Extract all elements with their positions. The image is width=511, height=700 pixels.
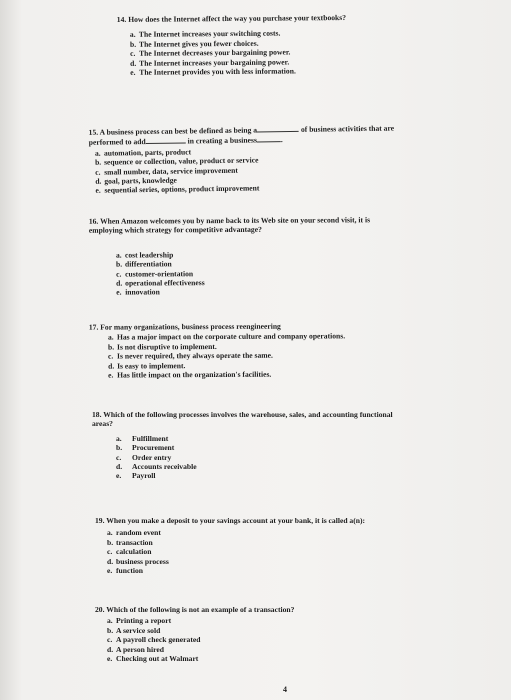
question-number: 16. — [88, 216, 99, 226]
answer-option-e: e. sequential series, options, product improvement — [95, 183, 260, 196]
answer-option-e: e. function — [107, 566, 144, 576]
answer-option-e: e. The Internet provides you with less information. — [130, 66, 296, 77]
answer-option-d: d. Is easy to implement. — [108, 360, 186, 371]
question-number: 19. — [95, 516, 105, 525]
fill-in-blank — [257, 124, 299, 133]
answer-option-c: c. Is never required, they always operate the same. — [108, 350, 273, 361]
answer-option-b: b. Is not disruptive to implement. — [107, 341, 217, 352]
page-number: 4 — [283, 685, 287, 694]
question-15: 15. A business process can best be defined as being a of business activities that are performed to add in creating a business . a. automation, parts, product b. sequence or collection, value, product or service c. small number, data, service improvement d. goal, parts, knowledge e. sequential series, options, product improvement — [89, 121, 495, 195]
question-number: 17. — [88, 322, 99, 332]
answer-option-a: a. random event — [107, 528, 161, 538]
answer-option-a: a. Printing a report — [107, 616, 172, 626]
question-stem: 16. When Amazon welcomes you by name back to its Web site on your second visit, it is — [88, 215, 371, 226]
answer-option-b: b. Procurement — [116, 443, 175, 453]
question-stem — [117, 13, 346, 24]
question-18: 18. Which of the following processes involves the warehouse, sales, and accounting functional areas? a. Fulfillment b. Procurement c. Order entry d. Accounts receivable e. Payroll — [92, 410, 393, 481]
answer-option-c: c. A payroll check generated — [107, 635, 201, 645]
question-text: How does the Internet affect the way you purchase your textbooks? — [128, 13, 347, 24]
question-stem: 19. When you make a deposit to your savings account at your bank, it is called a(n): — [95, 516, 366, 525]
question-stem: 15. A business process can best be defined as being a of business activities that are — [88, 123, 395, 137]
answer-option-a: a. Has a major impact on the corporate culture and company operations. — [107, 331, 346, 342]
answer-option-d: d. business process — [107, 556, 169, 566]
answer-option-e: e. Checking out at Walmart — [107, 654, 199, 664]
answer-option-a: a. The Internet increases your switching costs. — [129, 28, 281, 40]
question-stem: 20. Which of the following is not an example of a transaction? — [95, 605, 295, 614]
question-16: 16. When Amazon welcomes you by name back to its Web site on your second visit, it is employing which strategy for competitive advantage? a. cost leadership b. differentiation c. customer-orientation d. operational effectiveness e. innovation — [88, 215, 371, 298]
question-stem: 17. For many organizations, business process reengineering — [88, 321, 281, 332]
answer-option-a: a. cost leadership — [115, 250, 174, 260]
question-stem: 18. Which of the following processes involves the warehouse, sales, and accounting functional — [92, 410, 393, 419]
answer-option-e: e. innovation — [116, 287, 160, 298]
question-number: 20. — [95, 605, 105, 614]
answer-option-b: b. sequence or collection, value, product or service — [94, 155, 259, 167]
answer-option-c: c. The Internet decreases your bargaining power. — [130, 47, 291, 59]
fill-in-blank — [146, 136, 186, 145]
question-number: 15. — [88, 127, 99, 137]
answer-option-e: e. Has little impact on the organization's facilities. — [108, 369, 272, 380]
question-14 — [117, 13, 347, 77]
answer-option-a: a. automation, parts, product — [94, 147, 192, 158]
fill-in-blank — [257, 135, 281, 143]
answer-option-c: c. small number, data, service improvement — [95, 165, 238, 177]
answer-option-d: d. The Internet increases your bargaining power. — [130, 57, 290, 68]
question-number: 14. — [116, 14, 127, 25]
answer-option-d: d. operational effectiveness — [116, 278, 205, 288]
question-20 — [95, 605, 294, 663]
question-number: 18. — [92, 410, 102, 419]
answer-option-d: d. goal, parts, knowledge — [95, 175, 177, 186]
answer-option-c: c. calculation — [107, 547, 152, 557]
answer-option-e: e. Payroll — [116, 471, 156, 481]
answer-option-b: b. transaction — [107, 537, 153, 547]
answer-option-b: b. A service sold — [107, 625, 161, 635]
answer-option-b: b. differentiation — [116, 259, 172, 269]
answer-option-c: c. customer-orientation — [116, 268, 194, 279]
question-19 — [95, 516, 365, 575]
answer-option-a: a. Fulfillment — [116, 433, 169, 443]
answer-option-c: c. Order entry — [116, 452, 172, 462]
answer-option-b: b. The Internet gives you fewer choices. — [129, 38, 259, 49]
answer-option-d: d. A person hired — [107, 644, 164, 654]
answer-option-d: d. Accounts receivable — [116, 462, 197, 472]
question-17 — [89, 321, 345, 380]
